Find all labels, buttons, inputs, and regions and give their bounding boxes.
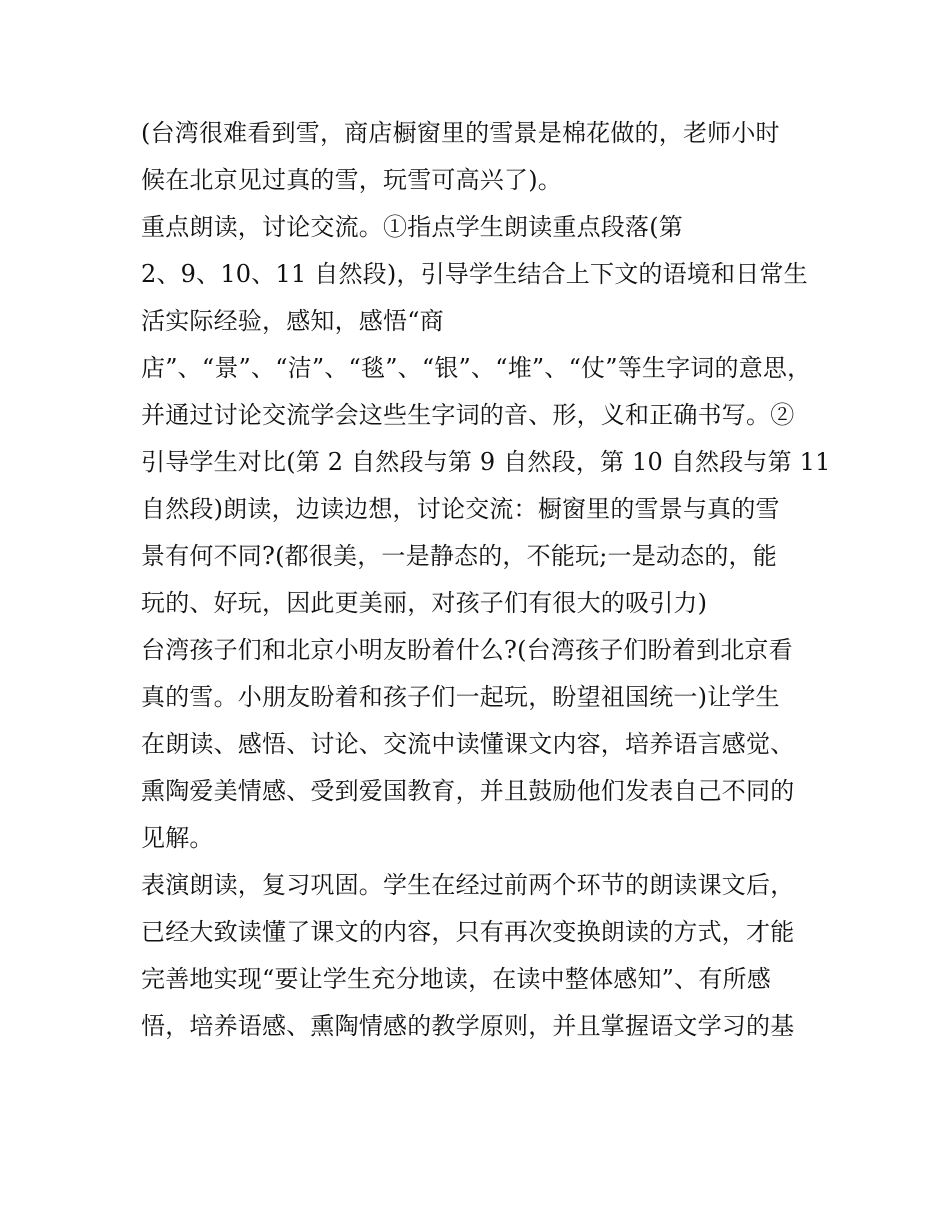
text-line: 并通过讨论交流学会这些生字词的音、形，义和正确书写。② (141, 401, 795, 429)
text-line: 熏陶爱美情感、受到爱国教育，并且鼓励他们发表自己不同的 (141, 777, 795, 805)
text-line: 引导学生对比(第 2 自然段与第 9 自然段，第 10 自然段与第 11 (141, 448, 831, 476)
document-body (141, 110, 831, 1050)
text-line: 表演朗读，复习巩固。学生在经过前两个环节的朗读课文后， (141, 871, 795, 899)
text-line: 2、9、10、11 自然段)，引导学生结合上下文的语境和日常生 (141, 260, 808, 288)
text-line: 台湾孩子们和北京小明友盼着什么?(台湾孩子们盼着到北京看 (141, 636, 793, 664)
text-line: 景有何不同?(都很美，一是静态的，不能玩;一是动态的，能 (141, 542, 777, 570)
text-line: 悟，培养语感、熏陶情感的教学原则，并且掌握语文学习的基 (141, 1012, 795, 1040)
text-line: 活实际经验，感知，感悟“商 (141, 307, 444, 335)
text-line: 重点朗读，讨论交流。①指点学生朗读重点段落(第 (141, 213, 683, 241)
text-line: (台湾很难看到雪，商店橱窗里的雪景是棉花做的，老师小时 (141, 119, 780, 147)
text-line: 玩的、好玩，因此更美丽，对孩子们有很大的吸引力) (141, 589, 708, 617)
text-line: 见解。 (141, 824, 214, 852)
text-line: 已经大致读懂了课文的内容，只有再次变换朗读的方式，才能 (141, 918, 795, 946)
text-line: 候在北京见过真的雪，玩雪可高兴了)。 (141, 166, 562, 194)
text-line: 自然段)朗读，边读边想，讨论交流：橱窗里的雪景与真的雪 (141, 495, 780, 523)
text-line: 店”、“景”、“洁”、“毯”、“银”、“堆”、“仗”等生字词的意思， (141, 354, 812, 382)
text-line: 完善地实现“要让学生充分地读，在读中整体感知”、有所感 (141, 965, 771, 993)
text-line: 真的雪。小朋友盼着和孩子们一起玩，盼望祖国统一)让学生 (141, 683, 780, 711)
text-line: 在朗读、感悟、讨论、交流中读懂课文内容，培养语言感觉、 (141, 730, 795, 758)
